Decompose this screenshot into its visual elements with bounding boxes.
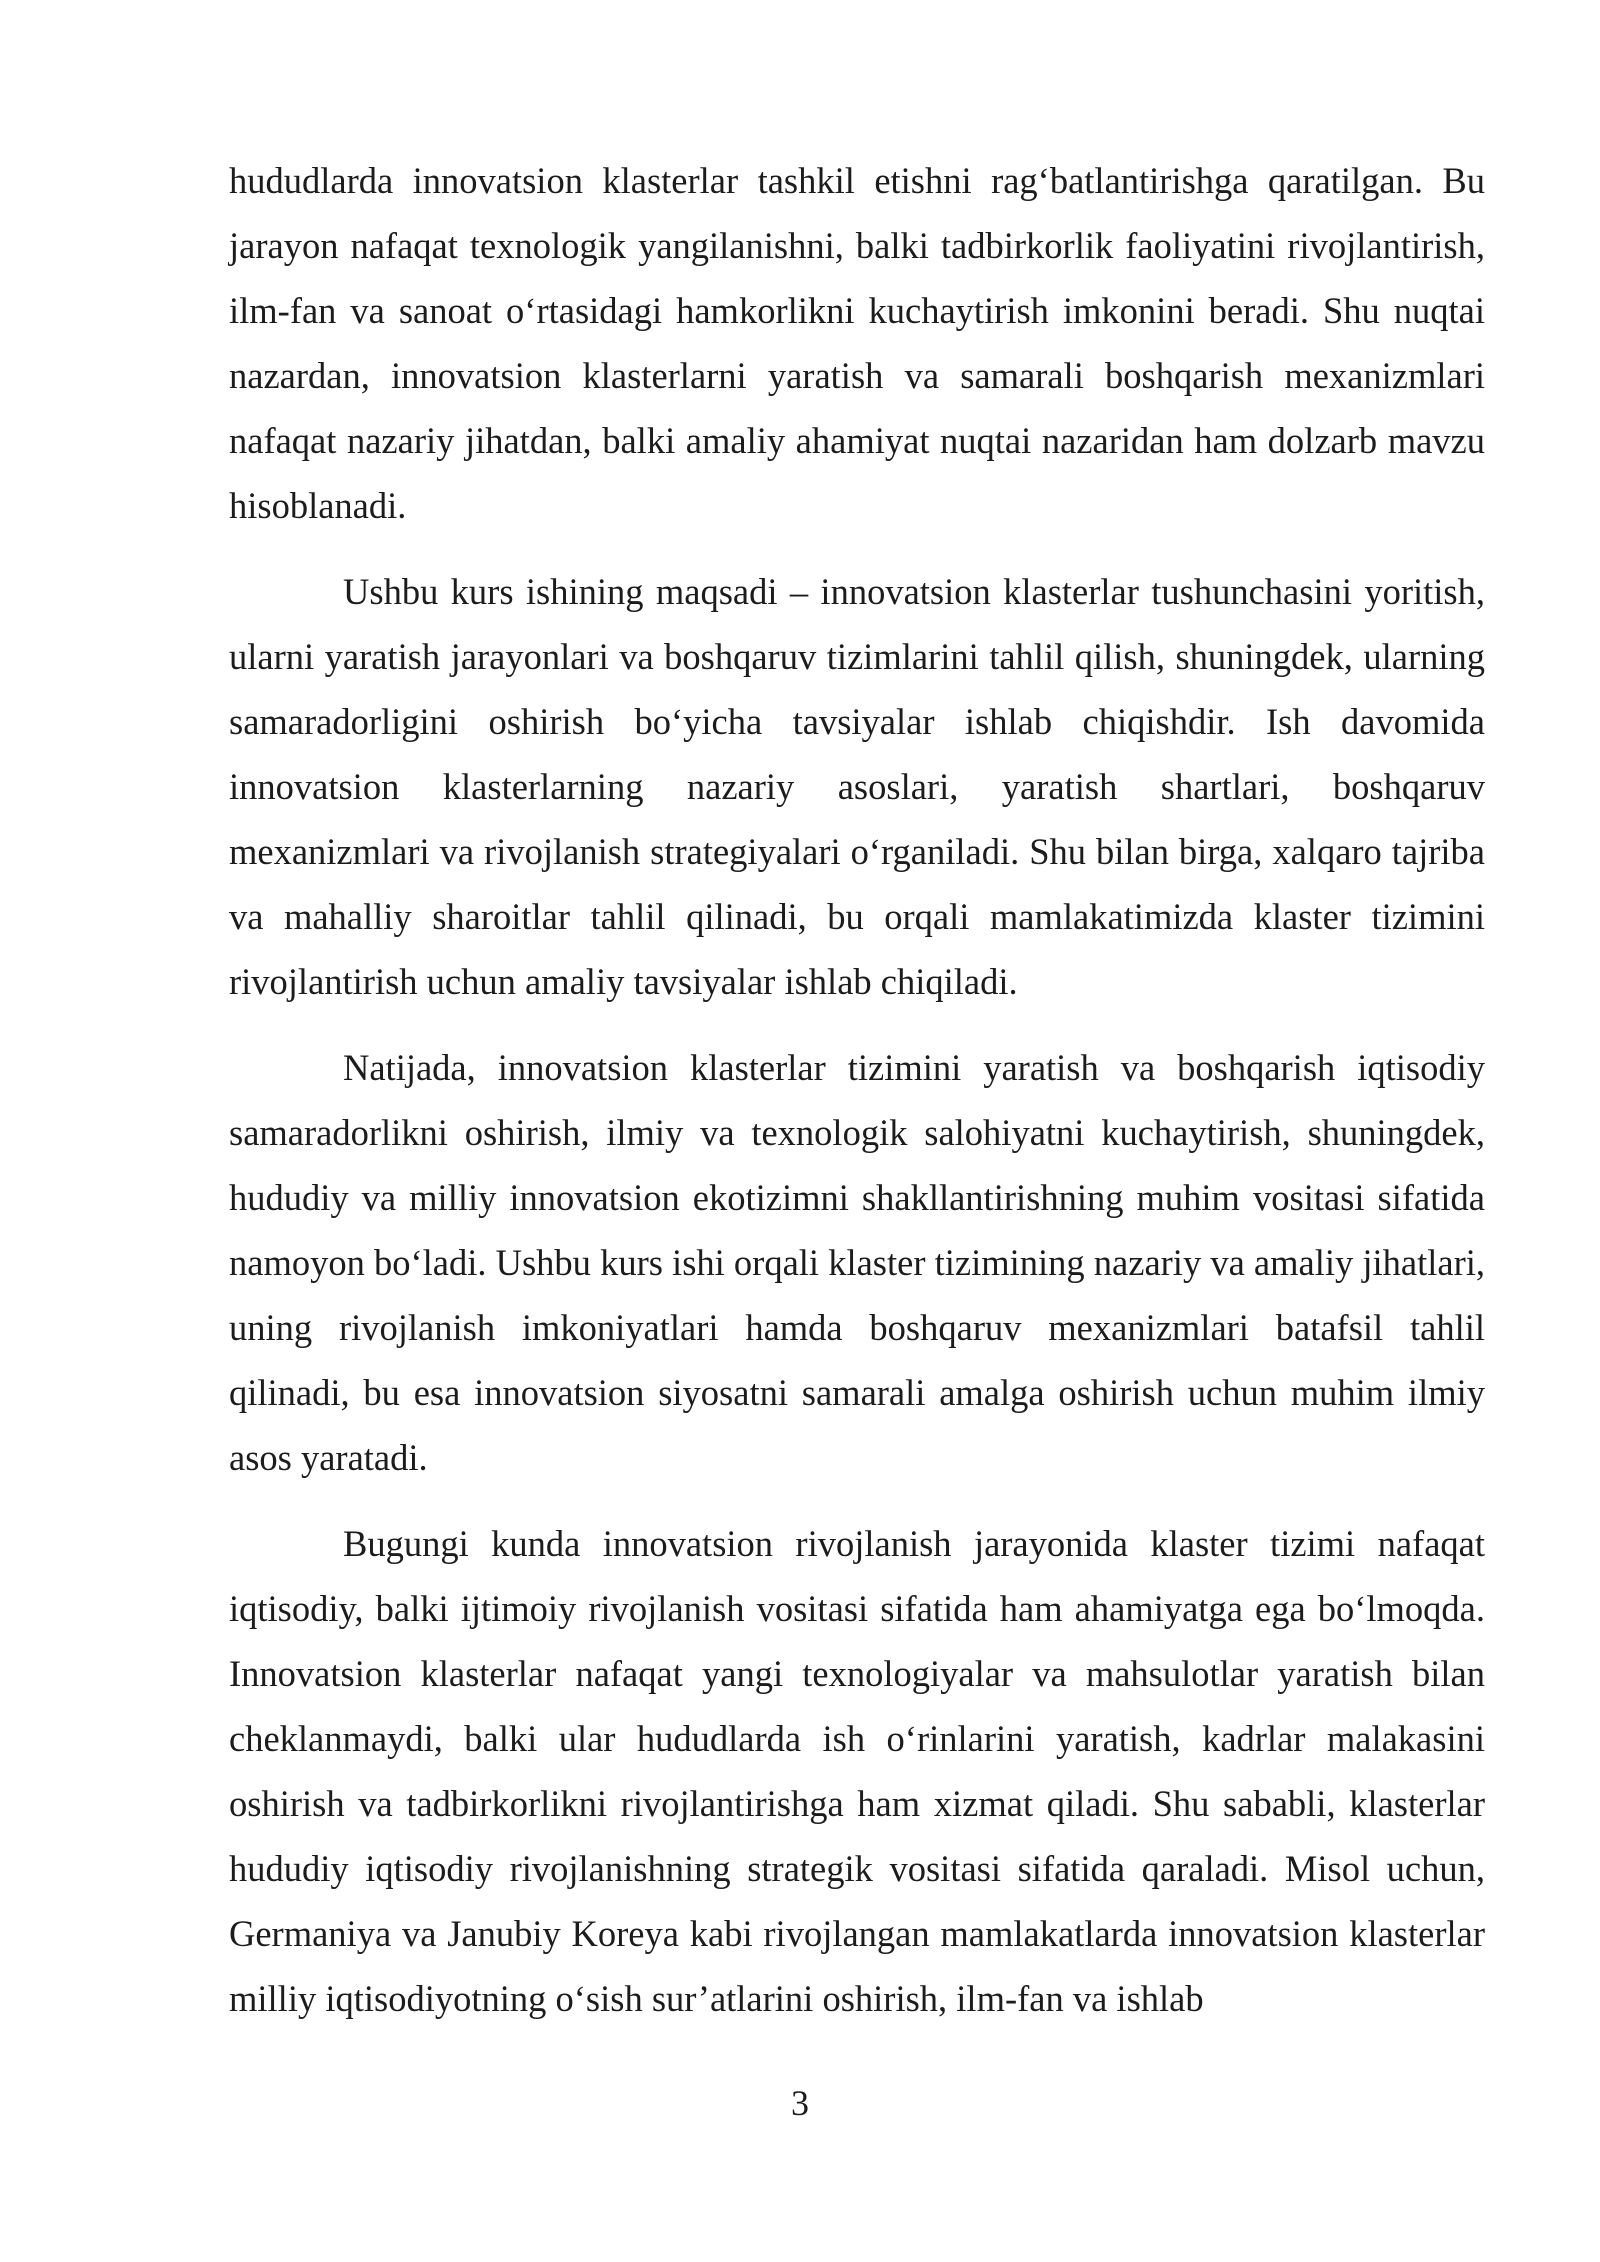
paragraph-result: Natijada, innovatsion klasterlar tizimini yaratish va boshqarish iqtisodiy samaradorlikni oshirish, ilmiy va texnologik salohiyatni kuchaytirish, shuningdek, hududiy va milliy innovatsion ekotizimni shakllantirishning muhim vositasi sifatida namoyon bo‘ladi. Ushbu kurs ishi orqali klaster tizimining nazariy va amaliy jihatlari, uning rivojlanish imkoniyatlari hamda boshqaruv mexanizmlari batafsil tahlil qilinadi, bu esa innovatsion siyosatni samarali amalga oshirish uchun muhim ilmiy asos yaratadi. bbox=[229, 1047, 1485, 1478]
body-text bbox=[229, 148, 1485, 2031]
page-number: 3 bbox=[791, 2083, 809, 2123]
paragraph-current-state: Bugungi kunda innovatsion rivojlanish jarayonida klaster tizimi nafaqat iqtisodiy, balki ijtimoiy rivojlanish vositasi sifatida ham ahamiyatga ega bo‘lmoqda. Innovatsion klasterlar nafaqat yangi texnologiyalar va mahsulotlar yaratish bilan cheklanmaydi, balki ular hududlarda ish o‘rinlarini yaratish, kadrlar malakasini oshirish va tadbirkorlikni rivojlantirishga ham xizmat qiladi. Shu sababli, klasterlar hududiy iqtisodiy rivojlanishning strategik vositasi sifatida qaraladi. Misol uchun, Germaniya va Janubiy Koreya kabi rivojlangan mamlakatlarda innovatsion klasterlar milliy iqtisodiyotning o‘sish sur’atlarini oshirish, ilm-fan va ishlab bbox=[229, 1523, 1485, 2019]
paragraph-course-goal: Ushbu kurs ishining maqsadi – innovatsion klasterlar tushunchasini yoritish, ularni yaratish jarayonlari va boshqaruv tizimlarini tahlil qilish, shuningdek, ularning samaradorligini oshirish bo‘yicha tavsiyalar ishlab chiqishdir. Ish davomida innovatsion klasterlarning nazariy asoslari, yaratish shartlari, boshqaruv mexanizmlari va rivojlanish strategiyalari o‘rganiladi. Shu bilan birga, xalqaro tajriba va mahalliy sharoitlar tahlil qilinadi, bu orqali mamlakatimizda klaster tizimini rivojlantirish uchun amaliy tavsiyalar ishlab chiqiladi. bbox=[229, 571, 1485, 1002]
paragraph-continuation: hududlarda innovatsion klasterlar tashkil etishni rag‘batlantirishga qaratilgan. Bu jarayon nafaqat texnologik yangilanishni, balki tadbirkorlik faoliyatini rivojlantirish, ilm-fan va sanoat o‘rtasidagi hamkorlikni kuchaytirish imkonini beradi. Shu nuqtai nazardan, innovatsion klasterlarni yaratish va samarali boshqarish mexanizmlari nafaqat nazariy jihatdan, balki amaliy ahamiyat nuqtai nazaridan ham dolzarb mavzu hisoblanadi. bbox=[229, 160, 1485, 526]
